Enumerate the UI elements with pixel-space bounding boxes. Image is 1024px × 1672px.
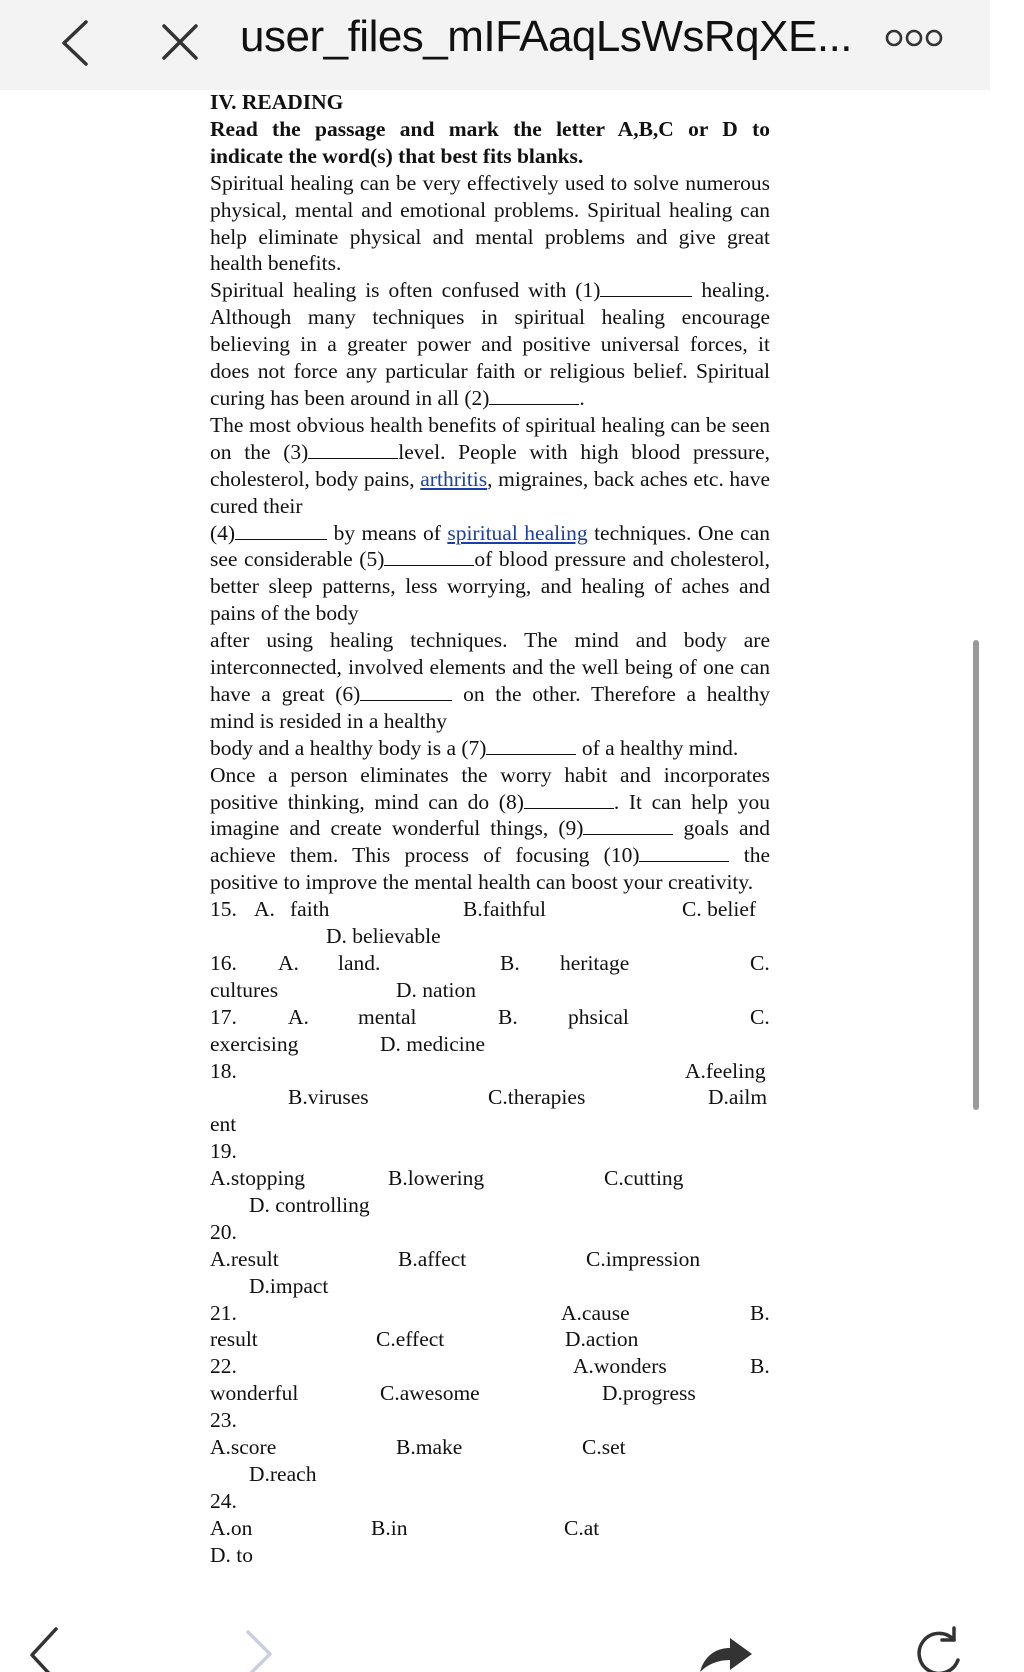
refresh-icon[interactable] (910, 1626, 968, 1672)
question-21-cont: result C.effect D.action (210, 1327, 639, 1352)
question-20: 20. (210, 1219, 237, 1244)
paragraph-6: body and a healthy body is a (7) of a healthy mind. (210, 735, 739, 760)
question-18-cont: B.viruses C.therapies D.ailm (288, 1085, 768, 1110)
paragraph-1: Spiritual healing can be very effectively used to solve numerous physical, mental and emotional problems. Spiritual healing can help eliminate physical and mental problems and give great health benefits. (210, 170, 770, 276)
question-19: 19. (210, 1139, 237, 1164)
question-22: 22. A.wonders B. (210, 1354, 770, 1379)
spiritual-healing-link[interactable]: spiritual healing (447, 520, 588, 545)
blank-10 (639, 844, 729, 862)
blank-7 (486, 737, 576, 755)
blank-8 (524, 791, 614, 809)
question-23: 23. (210, 1408, 237, 1433)
question-19-opts: A.stopping B.lowering C.cutting (210, 1166, 684, 1191)
question-24: 24. (210, 1488, 237, 1513)
question-23-opts: A.score B.make C.set (210, 1435, 626, 1459)
question-21: 21. A.cause B. (210, 1300, 770, 1325)
question-18: 18. A.feeling (210, 1058, 766, 1083)
question-24-opts: A.on B.in C.at (210, 1515, 600, 1540)
paragraph-5: after using healing techniques. The mind and body are interconnected, involved elements and the well being of one can have a great (6) on the other. Therefore a healthy mind is resided in a healthy (210, 628, 771, 733)
question-19-d: D. controlling (249, 1192, 370, 1217)
blank-5 (384, 548, 474, 566)
question-16-cont: cultures D. nation (210, 977, 477, 1002)
chevron-left-icon[interactable] (58, 18, 92, 68)
question-15: 15. A. faith B.faithful C. belief (210, 897, 757, 922)
blank-2 (489, 387, 579, 405)
question-16: 16. A. land. B. heritage C. (210, 950, 770, 975)
close-icon[interactable] (160, 22, 200, 62)
chevron-left-icon[interactable] (26, 1625, 62, 1672)
paragraph-7: Once a person eliminates the worry habit and incorporates positive thinking, mind can do (8) . It can help you imagine and create wonderful things, (9) goals and achieve them. This process of focusing (10) the positive to improve the mental health can boost your creativity. (210, 762, 770, 895)
document-title: user_files_mIFAaqLsWsRqXE... (240, 12, 853, 61)
question-23-d: D.reach (249, 1461, 317, 1486)
header-bar (0, 0, 990, 90)
instruction-line-2: indicate the word(s) that best fits blanks. (210, 143, 584, 168)
arthritis-link[interactable]: arthritis (420, 466, 488, 491)
question-24-d: D. to (210, 1542, 253, 1567)
blank-9 (583, 817, 673, 835)
question-18-end: ent (210, 1112, 237, 1137)
question-15-d: D. believable (326, 924, 441, 949)
scrollbar[interactable] (973, 640, 979, 1110)
chevron-right-icon[interactable] (244, 1628, 274, 1672)
question-17-cont: exercising D. medicine (210, 1031, 486, 1056)
share-arrow-icon[interactable] (696, 1628, 756, 1672)
blank-1 (600, 279, 692, 297)
question-20-opts: A.result B.affect C.impression (210, 1246, 701, 1271)
question-17: 17. A. mental B. phsical C. (210, 1004, 770, 1029)
paragraph-4: (4) by means of spiritual healing techniques. One can see considerable (5) of blood pressure and cholesterol, better sleep patterns, less worrying, and healing of aches and pains of the body (210, 520, 770, 626)
blank-4 (235, 522, 327, 540)
question-22-cont: wonderful C.awesome D.progress (210, 1381, 696, 1406)
instruction-line-1: Read the passage and mark the letter A,B,C or D to (210, 116, 770, 141)
document-page (210, 89, 770, 1568)
more-horizontal-icon[interactable] (884, 26, 944, 50)
blank-3 (308, 441, 398, 459)
blank-6 (360, 683, 452, 701)
question-20-d: D.impact (249, 1273, 329, 1298)
paragraph-2: Spiritual healing is often confused with (1) healing. Although many techniques in spiritual healing encourage believing in a greater power and positive universal forces, it does not force any particular faith or religious belief. Spiritual curing has been around in all (2) . (210, 278, 770, 410)
section-title: IV. READING (210, 90, 344, 114)
paragraph-3: The most obvious health benefits of spiritual healing can be seen on the (3) level. People with high blood pressure, cholesterol, body pains, arthritis, migraines, back aches etc. have cured their (210, 412, 771, 518)
